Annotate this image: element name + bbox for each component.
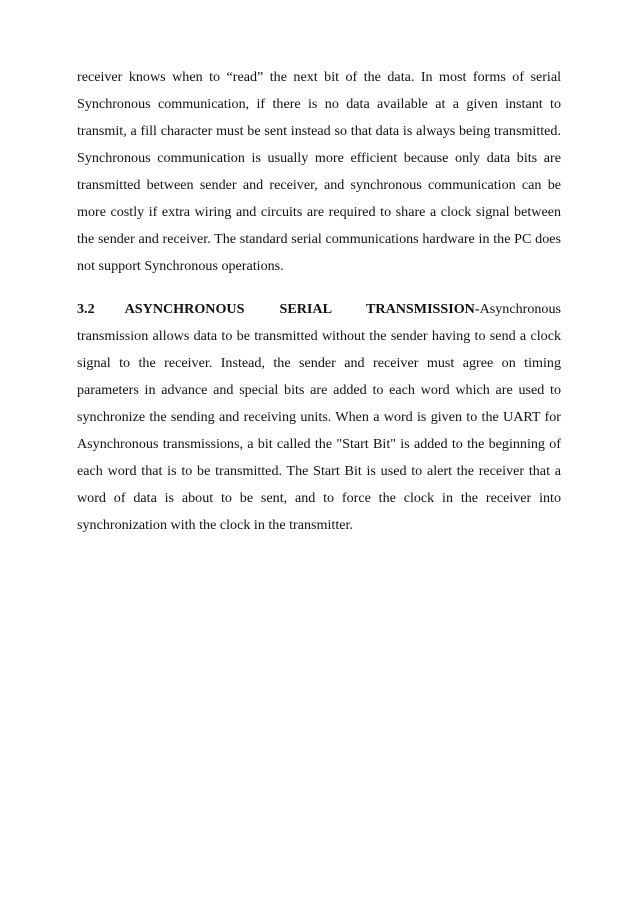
- body-paragraph-synchronous: receiver knows when to “read” the next bit of the data. In most forms of serial Synchronous communication, if there is no data available at a given instant to transmit, a fill character must be sent instead so that data is always being transmitted. Synchronous communication is usually more efficient because only data bits are transmitted between sender and receiver, and synchronous communication can be more costly if extra wiring and circuits are required to share a clock signal between the sender and receiver. The standard serial communications hardware in the PC does not support Synchronous operations.: [77, 69, 561, 274]
- section-heading: ASYNCHRONOUS SERIAL TRANSMISSION-: [124, 301, 480, 317]
- section-asynchronous-paragraph: [77, 296, 561, 539]
- section-body-text: Asynchronous transmission allows data to be transmitted without the sender having to send a clock signal to the receiver. Instead, the sender and receiver must agree on timing parameters in advance and special bits are added to each word which are used to synchronize the sending and receiving units. When a word is given to the UART for Asynchronous transmissions, a bit called the "Start Bit" is added to the beginning of each word that is to be transmitted. The Start Bit is used to alert the receiver that a word of data is about to be sent, and to force the clock in the receiver into synchronization with the clock in the transmitter.: [77, 301, 561, 533]
- section-number: 3.2: [77, 301, 95, 317]
